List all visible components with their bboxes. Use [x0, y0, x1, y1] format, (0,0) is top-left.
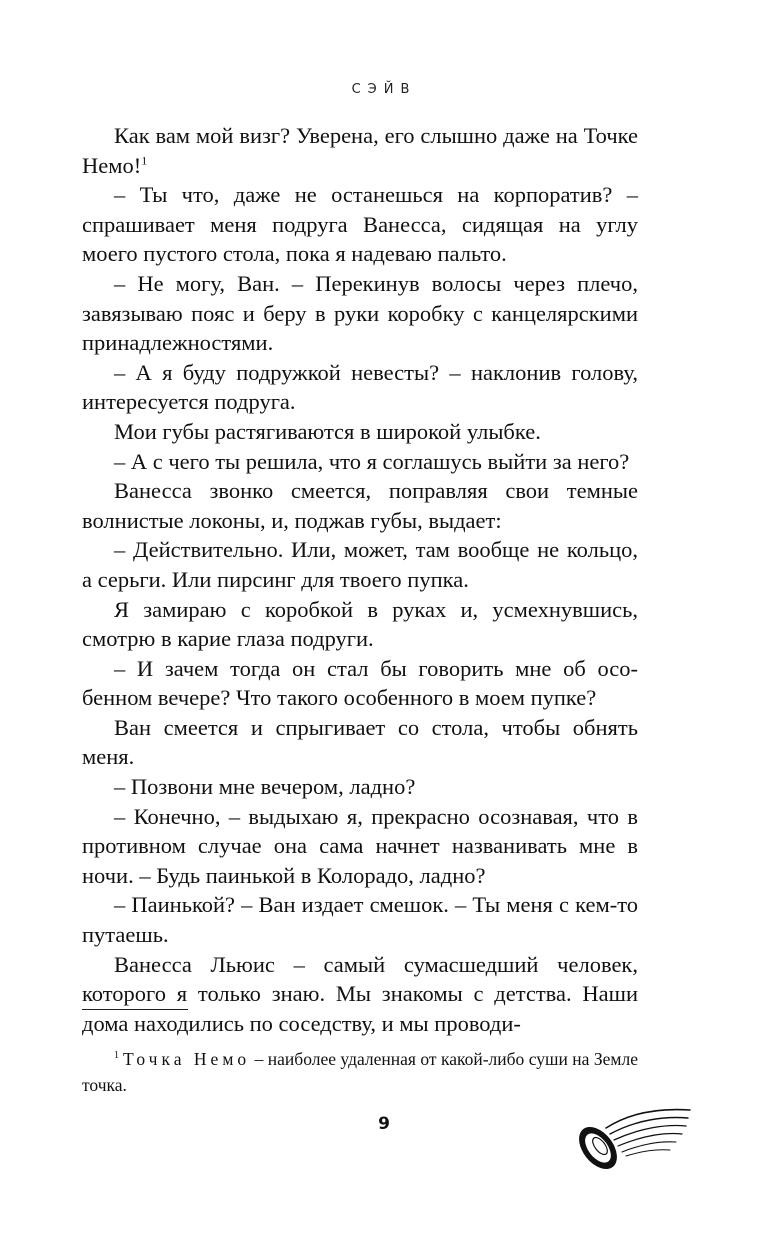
paragraph: – А с чего ты решила, что я соглашусь выйти за него?: [114, 448, 630, 474]
running-head: СЭЙВ: [351, 82, 417, 97]
paragraph: Ванесса Льюис – самый сумасшедший человек, которого я только знаю. Мы знакомы с детства. Наши дома находились по соседству, и мы проводи-: [82, 951, 638, 1036]
footnote-definition: – наиболее удаленная от какой-либо суши на Земле точка.: [82, 1049, 638, 1095]
paragraph: – Не могу, Ван. – Перекинув волосы через плечо, завязываю пояс и беру в руки коробку с канцелярскими принадлежностями.: [82, 270, 638, 356]
paragraph: Я замираю с коробкой в руках и, усмехнувшись, смотрю в карие глаза подруги.: [82, 596, 638, 652]
paragraph-text: Как вам мой визг? Уверена, его слышно даже на Точке Немо!: [82, 123, 638, 178]
paragraph: – Конечно, – выдыхаю я, прекрасно осознавая, что в противном случае она сама начнет названивать мне в ночи. – Будь паинькой в Колорадо, ладно?: [82, 803, 638, 888]
paragraph: Ван смеется и спрыгивает со стола, чтобы обнять меня.: [82, 714, 638, 770]
paragraph: Ванесса звонко смеется, поправляя свои темные волнистые локоны, и, поджав губы, выдает:: [82, 478, 638, 533]
footnote: [82, 1046, 638, 1098]
footnote-reference[interactable]: 1: [141, 153, 148, 168]
paragraph: – И зачем тогда он стал бы говорить мне об особенном вечере? Что такого особенного в моем пупке?: [82, 655, 638, 711]
footnote-term: Точка Немо: [123, 1049, 251, 1069]
paragraph: Мои губы растягиваются в широкой улыбке.: [114, 418, 541, 444]
footnote-marker: 1: [114, 1050, 119, 1062]
paragraph: – Паинькой? – Ван издает смешок. – Ты меня с кем-то путаешь.: [82, 892, 638, 948]
paragraph: – Ты что, даже не останешься на корпоратив? – спрашивает меня подруга Ванесса, сидящая на углу моего пустого стола, пока я надеваю пальто.: [82, 182, 638, 267]
page-number: 9: [378, 1114, 390, 1134]
body-text: [82, 121, 638, 1038]
footnote-divider: [82, 1009, 188, 1010]
paragraph: – Действительно. Или, может, там вообще не кольцо, а серьги. Или пирсинг для твоего пупка.: [82, 537, 638, 592]
paragraph: [82, 121, 638, 180]
paragraph: – А я буду подружкой невесты? – наклонив голову, интересуется подруга.: [82, 359, 638, 415]
ring-icon: [576, 1098, 694, 1178]
paragraph: – Позвони мне вечером, ладно?: [114, 774, 416, 800]
